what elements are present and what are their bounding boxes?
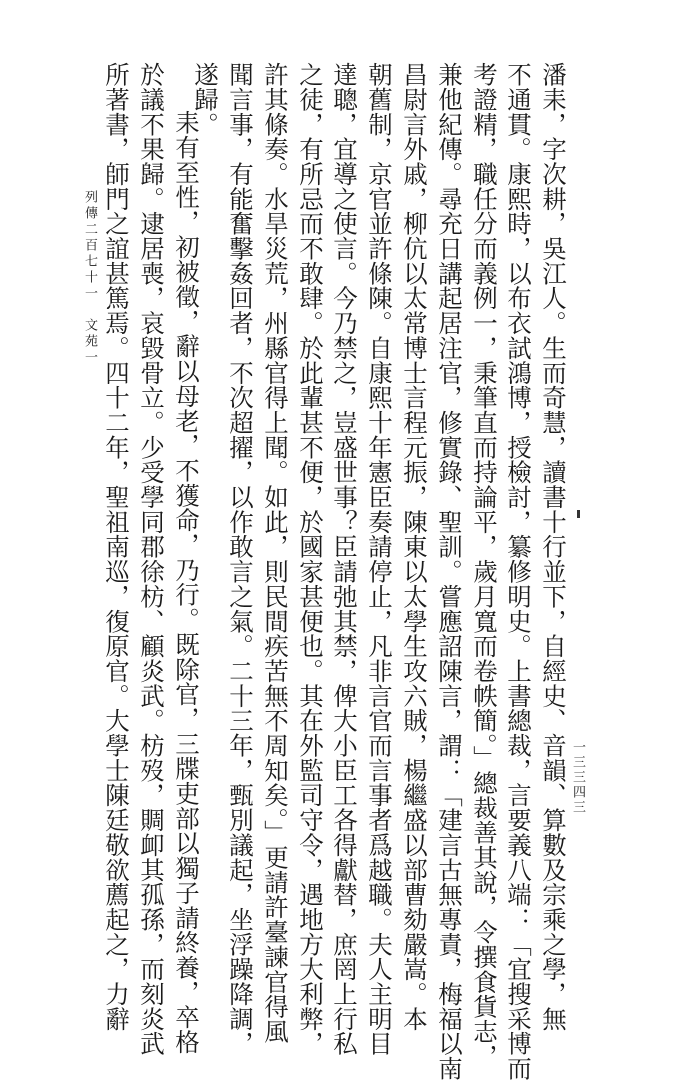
- text-column-1: 潘耒，字次耕，吳江人。生而奇慧，讀書十行並下，自經史、音韻、算數及宗乘之學，無: [539, 62, 568, 1032]
- text-column-5: 昌尉言外戚，柳伉以太常博士言程元振，陳東以太學生攻六賊，楊繼盛以部曹劾嚴嵩。本: [400, 62, 429, 1032]
- text-column-9: 許其條奏。水旱災荒，州縣官得上聞。如此，則民間疾苦無不周知矣。」更請許臺諫官得風: [261, 62, 290, 1044]
- chapter-footer: 列傳二百七十一 文苑一: [82, 190, 97, 366]
- text-column-8: 之徒，有所忌而不敢肆。於此輩甚不便，於國家甚便也。其在外監司守令，遇地方大利弊，: [296, 62, 325, 1056]
- text-column-12: 耒有至性，初被徵，辭以母老，不獲命，乃行。既除官，三牒吏部以獨子請終養，卒格: [172, 110, 201, 1055]
- text-column-6: 朝舊制，京官並許條陳。自康熙十年憲臣奏請停止，凡非言官而言事者爲越職。夫人主明目: [365, 62, 394, 1056]
- scan-mark: [577, 510, 580, 518]
- text-column-4: 兼他紀傳。尋充日講起居注官，修實錄、聖訓。嘗應詔陳言，謂：「建言古無專責，梅福以南: [435, 62, 464, 1081]
- text-column-2: 不通貫。康熙時，以布衣試鴻博，授檢討，纂修明史。上書總裁，言要義八端：「宜搜采博而: [504, 62, 533, 1081]
- text-column-7: 達聰，宜導之使言。今乃禁之，豈盛世事？臣請弛其禁，俾大小臣工各得獻替，庶罔上行私: [330, 62, 359, 1056]
- text-column-11: 遂歸。: [191, 62, 220, 137]
- page-number: 一三三四三: [570, 740, 585, 815]
- text-column-3: 考證精，職任分而義例一，秉筆直而持論平，歲月寬而卷帙簡。」總裁善其說，令撰食貨志，: [470, 62, 499, 1069]
- text-column-13: 於議不果歸。逮居喪，哀毀骨立。少受學同郡徐枋、顧炎武。枋歿，賙卹其孤孫，而刻炎武: [137, 62, 166, 1056]
- text-column-14: 所著書，師門之誼甚篤焉。四十二年，聖祖南巡，復原官。大學士陳廷敬欲薦起之，力辭: [102, 62, 131, 1032]
- text-column-10: 聞言事，有能奮擊姦回者，不次超擢，以作敢言之氣。二十三年，甄別議起，坐浮躁降調，: [226, 62, 255, 1056]
